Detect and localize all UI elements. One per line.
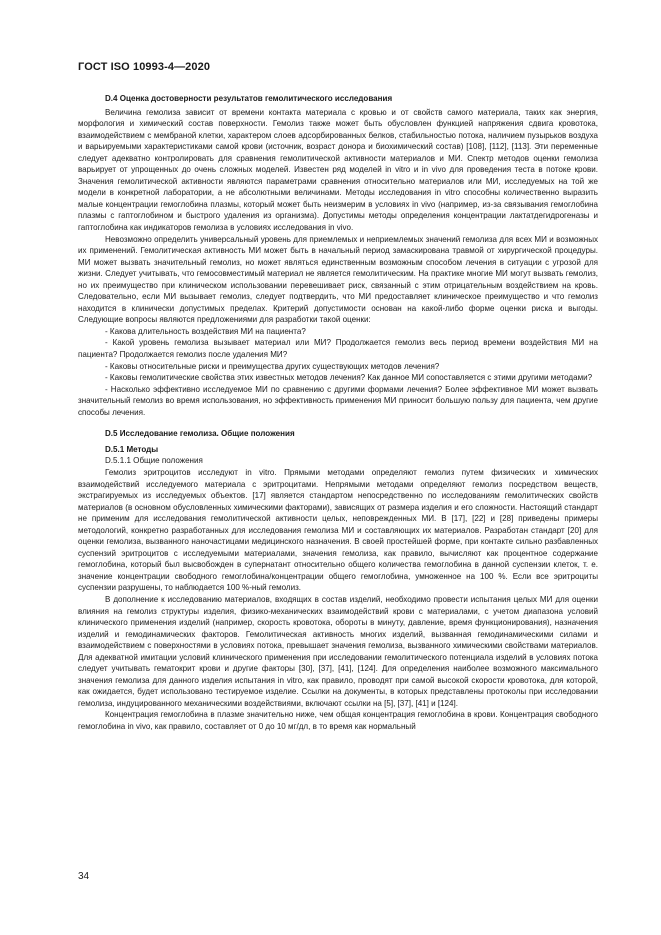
list-item: - Каковы относительные риски и преимущества других существующих методов лечения? [105,361,440,371]
paragraph: Величина гемолиза зависит от времени контакта материала с кровью и от свойств самого материала, таких как энергия, морфология и химический состав поверхности. Гемолиз также может быть обусловлен функцией напряжения сдвига кровотока, взаимодействием с мембраной клетки, характером слоев адсорбированных белков, стабильностью потока, наличием пузырьков воздуха и варьируемыми характеристиками самой крови (источник, возраст донора и биохимический состав) [108], [112], [113]. Эти переменные следует адекватно контролировать для сравнения гемолитической активности материалов и МИ. Спектр методов оценки гемолиза варьирует от упрощенных до очень сложных моделей. Известен ряд моделей in vitro и in vivo для проведения теста в потоке крови. Значения гемолитической активности являются параметрами сравнения относительно материалов или МИ, исследуемых на той же модели в конкретной лаборатории, а не абсолютными величинами. Методы исследования in vitro способны количественно выразить малые концентрации гемоглобина плазмы, который может быть неизмерим в условиях in vivo (например, из-за связывания гемоглобина плазмы с гаптоглобином и быстрого удаления из организма). Допустимы методы определения концентрации лактатдегидрогеназы и гаптоглобина как индикаторов гемолиза в условиях исследования in vivo. [78,107,598,233]
page-content [78,93,598,733]
section-heading-d4: D.4 Оценка достоверности результатов гемолитического исследования [105,94,393,103]
subsection-heading-d511: D.5.1.1 Общие положения [105,456,203,466]
subsection-heading-d51: D.5.1 Методы [105,444,159,454]
paragraph: В дополнение к исследованию материалов, входящих в состав изделий, необходимо провести испытания целых МИ для оценки влияния на гемолиз структуры изделия, физико-механических взаимодействий крови с материалами, с учетом диапазона условий клинического применения изделий (например, скорость кровотока, обороты в минуту, давление, время функционирования), назначения изделий и гемодинамических факторов. Гемолитическая активность многих изделий, вызванная гемодинамическими силами и взаимодействием с поверхностями в условиях потока, превышает значения гемолиза, вызванного химическими свойствами материалов. Для адекватной имитации условий клинического применения при исследовании гемолитического потенциала изделий в условиях потока следует учитывать гематокрит крови и другие факторы [30], [37], [41], [124]. Для определения наиболее возможного максимального значения гемолиза для данного изделия испытания in vitro, как правило, проводят при самой высокой скорости кровотока, для которой, как ожидается, будет использовано тестируемое изделие. Ссылки на документы, в которых представлены протоколы при исследовании гемолиза, индуцированного механическими воздействиями, включают ссылки на [5], [37], [41] и [124]. [78,594,598,708]
list-item: - Насколько эффективно исследуемое МИ по сравнению с другими формами лечения? Более эффективное МИ может вызвать значительный гемолиз во время использования, но эффективность применения МИ приносит большую пользу для пациента, чем другие способы лечения. [78,384,598,417]
list-item: - Какова длительность воздействия МИ на пациента? [105,326,306,336]
document-header: ГОСТ ISO 10993-4—2020 [78,61,211,73]
list-item: - Каковы гемолитические свойства этих известных методов лечения? Как данное МИ сопоставляется с этими другими методами? [105,373,593,383]
section-heading-d5: D.5 Исследование гемолиза. Общие положения [105,429,295,439]
list-item: - Какой уровень гемолиза вызывает материал или МИ? Продолжается гемолиз весь период времени воздействия МИ на пациента? Продолжается гемолиз после удаления МИ? [78,338,598,360]
page-number: 34 [78,871,90,882]
paragraph: Невозможно определить универсальный уровень для приемлемых и неприемлемых значений гемолиза для всех МИ и возможных их применений. Гемолитическая активность МИ может быть в начальный период замаскирована травмой от хирургической процедуры. МИ может вызвать значительный гемолиз, но может являться единственным возможным способом лечения в ситуации с угрозой для жизни. Следует учитывать, что гемосовместимый материал не является гемолитическим. На практике многие МИ могут вызвать гемолиз, но их преимущество при клиническом использовании перевешивает риск, связанный с этим отрицательным воздействием на кровь. Следовательно, если МИ вызывает гемолиз, следует подтвердить, что МИ предоставляет клиническое преимущество и что гемолиз находится в клинически допустимых пределах. Критерий допустимости основан на какой-либо форме оценки риска и выгоды. Следующие вопросы являются предложениями для разработки такой оценки: [78,234,598,325]
paragraph: Концентрация гемоглобина в плазме значительно ниже, чем общая концентрация гемоглобина в крови. Концентрация свободного гемоглобина in vivo, как правило, составляет от 0 до 10 мг/дл, в то время как нормальный [78,710,598,731]
paragraph: Гемолиз эритроцитов исследуют in vitro. Прямыми методами определяют гемолиз путем физических и химических взаимодействий исследуемого материала с эритроцитами. Непрямыми методами определяют гемолиз посредством веществ, экстрагируемых из исследуемых объектов. [17] является стандартом непосредственно по исследованиям гемолитических свойств материалов (в основном обусловленных химическими факторами), зависящих от размера изделия и его сложности. Настоящий стандарт не применим для исследования гемолитической активности целых, неповрежденных МИ. В [17], [22] и [28] приведены примеры методологий, конкретно разработанных для исследования гемолиза МИ и составляющих их материалов. Разработан стандарт [20] для оценки гемолиза, вызванного наночастицами медицинского назначения. В своей простейшей форме, при контакте сильно разбавленных суспензий эритроцитов с исследуемыми материалами, значения гемолиза, как правило, вычисляют как процентное содержание гемоглобина, который был высвобожден в супернатант относительно общего количества гемоглобина в данной суспензии клеток, т. е. значение концентрации свободного гемоглобина/концентрации общего гемоглобина, умноженное на 100 %. Если все эритроциты суспензии разрушены, то наблюдается 100 %-ный гемолиз. [78,467,598,593]
